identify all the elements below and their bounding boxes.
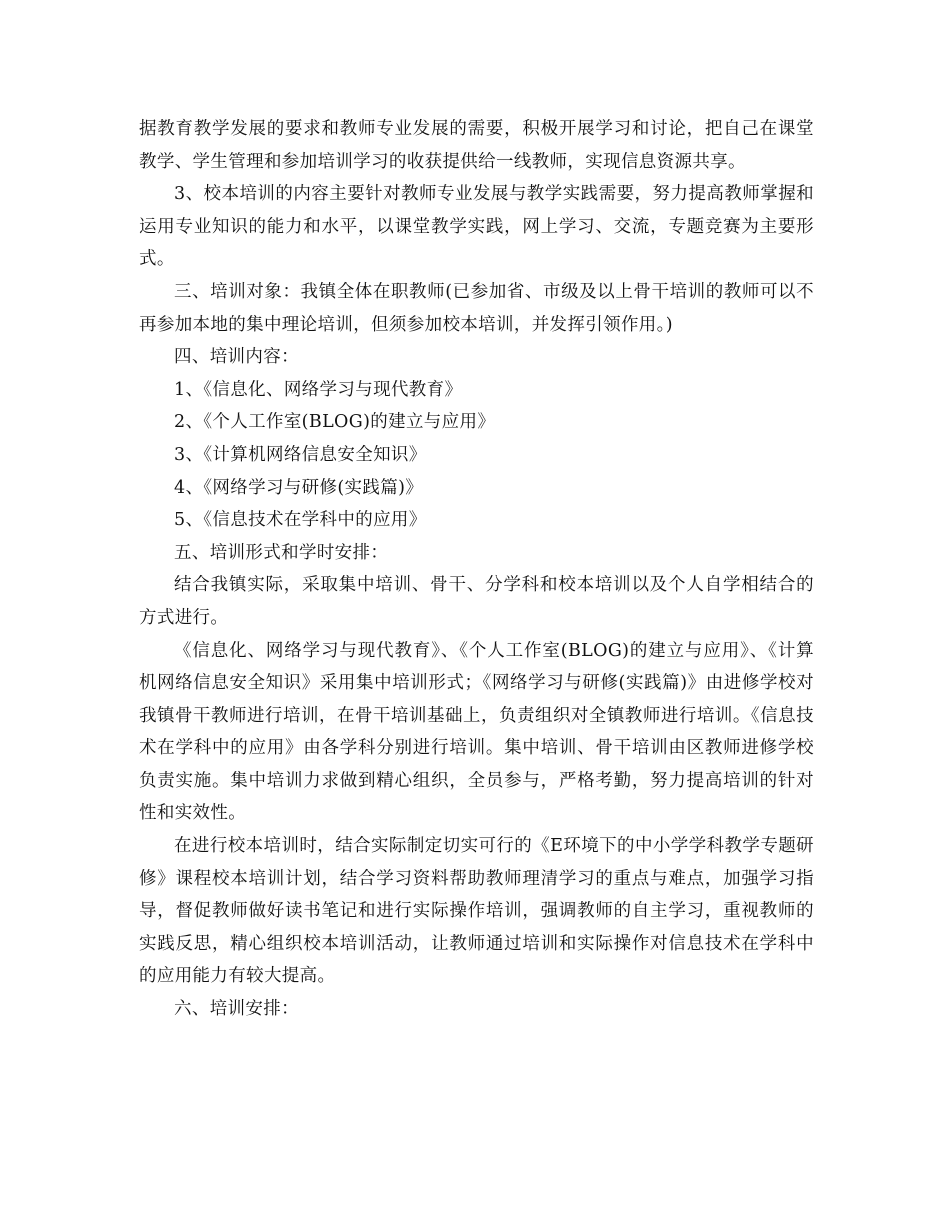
paragraph-continuation: 据教育教学发展的要求和教师专业发展的需要，积极开展学习和讨论，把自己在课堂教学、学生管理和参加培训学习的收获提供给一线教师，实现信息资源共享。 [139, 119, 814, 172]
paragraph-format-intro: 结合我镇实际，采取集中培训、骨干、分学科和校本培训以及个人自学相结合的方式进行。 [139, 575, 814, 628]
content-list-item: 4、《网络学习与研修(实践篇)》 [174, 477, 424, 498]
content-list-item: 1、《信息化、网络学习与现代教育》 [174, 379, 463, 400]
content-list-item: 3、《计算机网络信息安全知识》 [174, 444, 427, 465]
content-list-item: 5、《信息技术在学科中的应用》 [174, 510, 427, 531]
paragraph-format-details: 《信息化、网络学习与现代教育》、《个人工作室(BLOG)的建立与应用》、《计算机网络信息安全知识》采用集中培训形式；《网络学习与研修(实践篇)》由进修学校对我镇骨干教师进行培训，在骨干培训基础上，负责组织对全镇教师进行培训。《信息技术在学科中的应用》由各学科分别进行培训。集中培训、骨干培训由区教师进修学校负责实施。集中培训力求做到精心组织，全员参与，严格考勤，努力提高培训的针对性和实效性。 [139, 640, 814, 824]
section-training-targets: 三、培训对象：我镇全体在职教师(已参加省、市级及以上骨干培训的教师可以不再参加本地的集中理论培训，但须参加校本培训，并发挥引领作用。) [139, 281, 814, 335]
paragraph-item-3: 3、校本培训的内容主要针对教师专业发展与教学实践需要，努力提高教师掌握和运用专业知识的能力和水平，以课堂教学实践，网上学习、交流，专题竞赛为主要形式。 [139, 184, 814, 270]
content-list-item: 2、《个人工作室(BLOG)的建立与应用》 [174, 412, 496, 433]
paragraph-school-training: 在进行校本培训时，结合实际制定切实可行的《E环境下的中小学学科教学专题研修》课程校本培训计划，结合学习资料帮助教师理清学习的重点与难点，加强学习指导，督促教师做好读书笔记和进行实际操作培训，强调教师的自主学习，重视教师的实践反思，精心组织校本培训活动，让教师通过培训和实际操作对信息技术在学科中的应用能力有较大提高。 [139, 836, 814, 987]
document-page [139, 113, 814, 1026]
section-heading-schedule: 六、培训安排： [174, 999, 299, 1020]
section-heading-format: 五、培训形式和学时安排： [174, 542, 389, 563]
section-heading-content: 四、培训内容： [174, 347, 299, 368]
